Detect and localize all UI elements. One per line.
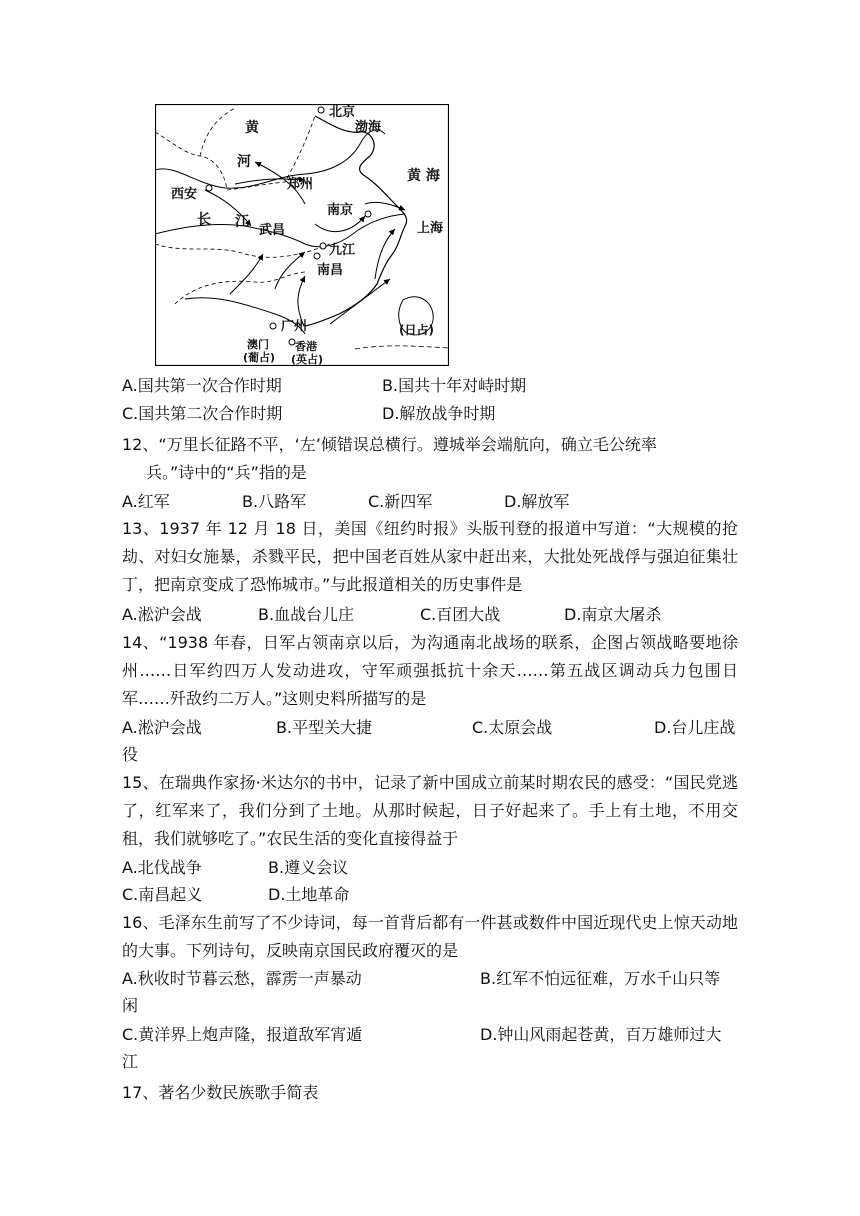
q15-stem: 15、在瑞典作家扬·米达尔的书中，记录了新中国成立前某时期农民的感受：“国民党逃了，红军来了，我们分到了土地。从那时候起，日子好起来了。手上有土地，不用交租，我们就够吃了。”农民生活的变化直接得益于	[122, 773, 738, 848]
q16-stem: 16、毛泽东生前写了不少诗词，每一首背后都有一件甚或数件中国近现代史上惊天动地的大事。下列诗句，反映南京国民政府覆灭的是	[122, 913, 738, 960]
q15-option-d: D.土地革命	[268, 885, 350, 904]
label-jiang: 江	[235, 214, 249, 230]
label-nanchang: 南昌	[317, 263, 344, 278]
label-taiwan-note: (日占)	[399, 323, 434, 337]
label-guangzhou: 广州	[281, 319, 308, 334]
q16-option-a: A.秋收时节暮云愁，霹雳一声暴动	[122, 969, 362, 988]
city-dot-nanjing	[365, 211, 371, 217]
q15-option-a: A.北伐战争	[122, 858, 202, 877]
q14-stem: 14、“1938 年春，日军占领南京以后，为沟通南北战场的联系，企图占领战略要地徐州……日军约四万人发动进攻，守军顽强抵抗十余天……第五战区调动兵力包围日军……歼敌约二万人。”这则史料所描写的是	[122, 633, 738, 708]
label-huanghai: 黄 海	[407, 168, 440, 184]
q11-option-d: D.解放战争时期	[382, 404, 496, 423]
label-xian: 西安	[171, 187, 198, 202]
q13-option-b: B.血战台儿庄	[258, 605, 355, 624]
q16-option-d: D.钟山风雨起苍黄，百万雄师过大	[480, 1025, 722, 1044]
q12-stem-line1: 12、“万里长征路不平，‘左’倾错误总横行。遵城举会端航向，确立毛公统率	[122, 435, 657, 454]
historical-map	[155, 104, 449, 366]
q14-option-d-wrap: 役	[122, 745, 139, 764]
label-jiujiang: 九江	[329, 243, 356, 258]
city-dot-nanchang	[314, 253, 320, 259]
q13-option-a: A.淞沪会战	[122, 605, 202, 624]
q11-option-c: C.国共第二次合作时期	[122, 404, 283, 423]
q13-option-c: C.百团大战	[420, 605, 501, 624]
q14-option-c: C.太原会战	[472, 718, 553, 737]
q15-option-c: C.南昌起义	[122, 885, 203, 904]
label-nanjing: 南京	[327, 203, 354, 218]
q14-option-d: D.台儿庄战	[654, 718, 736, 737]
q15-option-b: B.遵义会议	[268, 858, 349, 877]
label-huang: 黄	[245, 120, 259, 136]
q12-stem-line2: 兵。”诗中的“兵”指的是	[146, 463, 307, 482]
q16-option-b-wrap: 闲	[122, 996, 139, 1015]
q12-option-a: A.红军	[122, 492, 170, 511]
q13-option-d: D.南京大屠杀	[564, 605, 662, 624]
label-chang: 长	[197, 212, 211, 228]
label-macau-note: (葡占)	[243, 351, 276, 364]
label-hongkong: 香港	[295, 340, 317, 353]
q12-option-c: C.新四军	[368, 492, 433, 511]
label-bohai: 渤海	[355, 120, 382, 135]
q12-option-d: D.解放军	[504, 492, 570, 511]
q16-option-b: B.红军不怕远征难，万水千山只等	[480, 969, 721, 988]
city-dot-xian	[206, 185, 212, 191]
city-dot-beijing	[318, 107, 324, 113]
label-beijing: 北京	[329, 105, 356, 120]
city-dot-guangzhou	[270, 323, 276, 329]
q13-stem: 13、1937 年 12 月 18 日，美国《纽约时报》头版刊登的报道中写道：“大规模的抢劫、对妇女施暴，杀戮平民，把中国老百姓从家中赶出来，大批处死战俘与强迫征集壮丁，把南京变成了恐怖城市。”与此报道相关的历史事件是	[122, 519, 738, 594]
label-zhengzhou: 郑州	[287, 177, 314, 192]
city-dot-jiujiang	[320, 243, 326, 249]
label-hongkong-note: (英占)	[291, 353, 324, 366]
q11-option-a: A.国共第一次合作时期	[122, 376, 282, 395]
label-wuchang: 武昌	[259, 223, 286, 238]
label-shanghai: 上海	[417, 221, 444, 236]
q16-option-c: C.黄洋界上炮声隆，报道敌军宵遁	[122, 1025, 363, 1044]
q14-option-a: A.淞沪会战	[122, 718, 202, 737]
label-macau: 澳门	[247, 338, 269, 351]
q16-option-c-wrap: 江	[122, 1052, 139, 1071]
label-he: 河	[237, 154, 251, 170]
q17-stem: 17、著名少数民族歌手简表	[122, 1083, 319, 1102]
q12-option-b: B.八路军	[242, 492, 307, 511]
q14-option-b: B.平型关大捷	[276, 718, 373, 737]
q11-option-b: B.国共十年对峙时期	[382, 376, 527, 395]
